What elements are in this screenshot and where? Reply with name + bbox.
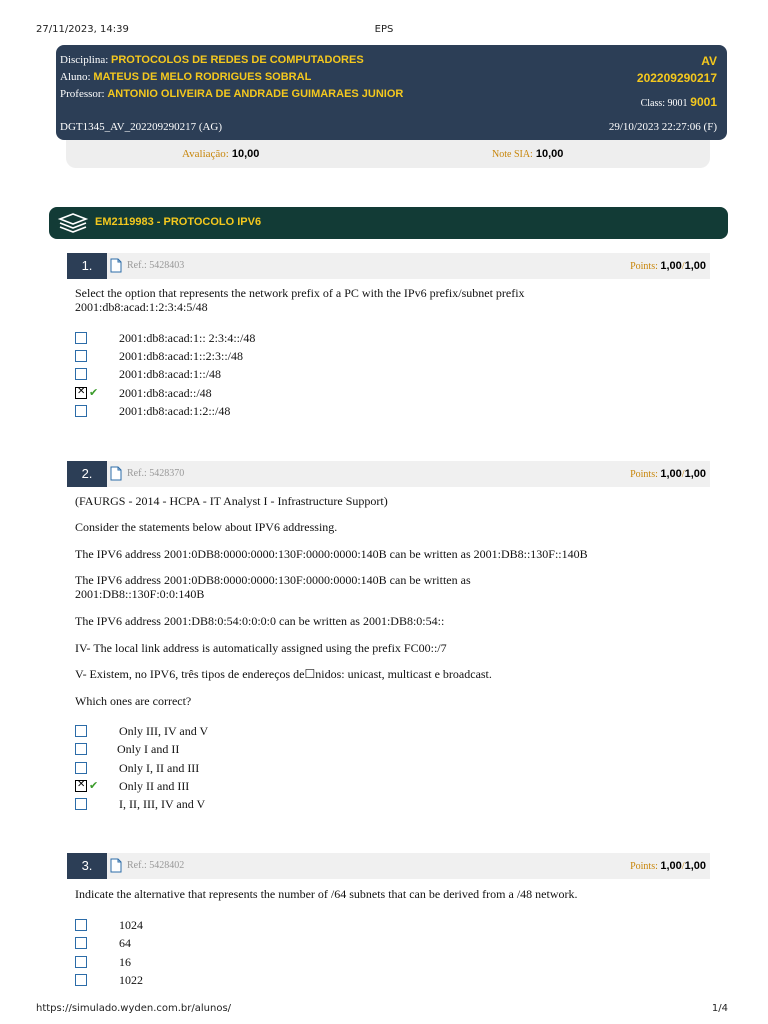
checkbox-checked[interactable] — [75, 780, 87, 792]
evaluation-value: 10,00 — [231, 148, 260, 160]
question-number: 3. — [67, 853, 107, 879]
statement-iii: The IPV6 address 2001:DB8:0:54:0:0:0:0 can be written as 2001:DB8:0:54:: — [75, 614, 445, 628]
student-value: MATEUS DE MELO RODRIGUES SOBRAL — [93, 71, 312, 83]
points-value: 1,00 — [660, 260, 682, 272]
correct-check-icon: ✔ — [89, 779, 99, 792]
checkbox-checked[interactable] — [75, 387, 87, 399]
question-header-1 — [67, 253, 710, 279]
exam-code-row — [60, 121, 222, 137]
subject-banner — [49, 207, 728, 239]
question-source: (FAURGS - 2014 - HCPA - IT Analyst I - Infrastructure Support) — [75, 494, 388, 508]
question-header-2 — [67, 461, 710, 487]
document-icon — [110, 466, 122, 481]
print-header — [0, 22, 768, 38]
print-footer — [0, 1003, 768, 1019]
checkbox[interactable] — [75, 937, 87, 949]
statement-ii: The IPV6 address 2001:0DB8:0000:0000:130F:0000:0000:140B can be written as 2001:DB8::130F:0:0:140B — [75, 573, 471, 601]
document-icon — [110, 858, 122, 873]
class-label: Class: 9001 — [640, 98, 688, 109]
exam-datetime: 29/10/2023 22:27:06 (F) — [608, 121, 717, 133]
discipline-label: Disciplina: — [60, 54, 109, 66]
statement-i: The IPV6 address 2001:0DB8:0000:0000:130F:0000:0000:140B can be written as 2001:DB8::130F::140B — [75, 547, 588, 561]
print-page-number: 1/4 — [711, 1003, 728, 1014]
points-value: 1,00 — [660, 860, 682, 872]
class-value: 9001 — [690, 95, 717, 109]
question-ref: Ref.: 5428403 — [127, 260, 185, 271]
question-intro: Consider the statements below about IPV6 addressing. — [75, 520, 338, 534]
checkbox[interactable] — [75, 332, 87, 344]
document-icon — [110, 258, 122, 273]
print-timestamp: 27/11/2023, 14:39 — [36, 24, 129, 35]
exam-header — [56, 45, 727, 140]
checkbox[interactable] — [75, 798, 87, 810]
question-ref: Ref.: 5428402 — [127, 860, 185, 871]
subject-title: EM2119983 - PROTOCOLO IPV6 — [95, 216, 262, 228]
points-max: 1,00 — [684, 860, 706, 872]
correct-check-icon: ✔ — [89, 386, 99, 399]
question-text: Select the option that represents the network prefix of a PC with the IPv6 prefix/subnet prefix 2001:db8:acad:1:2:3:4:5/48 — [75, 286, 525, 314]
points-max: 1,00 — [684, 260, 706, 272]
checkbox[interactable] — [75, 350, 87, 362]
sia-score — [492, 148, 563, 160]
question-points: Points: 1,00/1,00 — [630, 860, 706, 872]
checkbox[interactable] — [75, 405, 87, 417]
checkbox[interactable] — [75, 725, 87, 737]
question-number: 2. — [67, 461, 107, 487]
exam-code: DGT1345_AV_202209290217 (AG) — [60, 121, 223, 133]
evaluation-label: Avaliação: — [182, 148, 229, 160]
points-max: 1,00 — [684, 468, 706, 480]
question-prompt: Which ones are correct? — [75, 694, 192, 708]
exam-type: AV — [701, 54, 717, 68]
question-number: 1. — [67, 253, 107, 279]
points-value: 1,00 — [660, 468, 682, 480]
statement-iv: IV- The local link address is automatically assigned using the prefix FC00::/7 — [75, 641, 447, 655]
discipline-value: PROTOCOLOS DE REDES DE COMPUTADORES — [111, 54, 364, 66]
sia-label: Note SIA: — [492, 149, 533, 160]
stacked-books-icon — [57, 211, 89, 235]
print-url: https://simulado.wyden.com.br/alunos/ — [36, 1003, 232, 1014]
question-header-3 — [67, 853, 710, 879]
checkbox[interactable] — [75, 974, 87, 986]
question-points: Points: 1,00/1,00 — [630, 468, 706, 480]
print-title: EPS — [374, 24, 394, 35]
checkbox[interactable] — [75, 743, 87, 755]
checkbox[interactable] — [75, 956, 87, 968]
checkbox[interactable] — [75, 919, 87, 931]
evaluation-bar — [66, 140, 710, 168]
statement-v: V- Existem, no IPV6, três tipos de endereços de☐nidos: unicast, multicast e broadcast. — [75, 667, 492, 681]
registration-number: 202209290217 — [636, 71, 717, 85]
question-points: Points: 1,00/1,00 — [630, 260, 706, 272]
sia-value: 10,00 — [535, 148, 564, 160]
professor-label: Professor: — [60, 88, 105, 100]
class-row — [641, 95, 717, 109]
question-text: Indicate the alternative that represents the number of /64 subnets that can be derived from a /48 network. — [75, 887, 578, 901]
student-label: Aluno: — [60, 71, 91, 83]
discipline-row — [60, 54, 364, 70]
question-ref: Ref.: 5428370 — [127, 468, 185, 479]
checkbox[interactable] — [75, 762, 87, 774]
student-row — [60, 71, 311, 87]
evaluation-score — [182, 148, 259, 160]
checkbox[interactable] — [75, 368, 87, 380]
professor-row — [60, 88, 403, 104]
professor-value: ANTONIO OLIVEIRA DE ANDRADE GUIMARAES JUNIOR — [107, 88, 404, 100]
